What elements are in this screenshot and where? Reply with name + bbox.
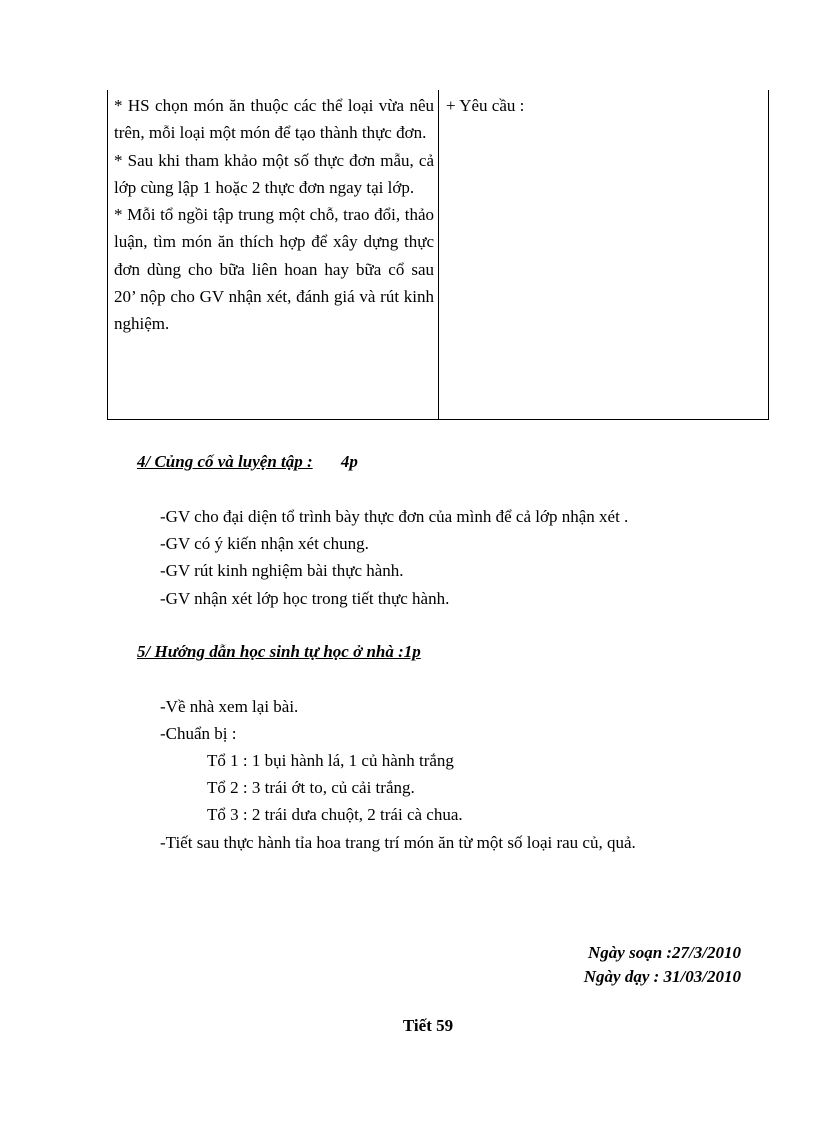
table-column-divider <box>438 90 439 419</box>
section4-item: -GV nhận xét lớp học trong tiết thực hành. <box>160 589 450 608</box>
activity-table <box>107 90 769 420</box>
section5-item: -Về nhà xem lại bài. <box>160 697 299 716</box>
lesson-title: Tiết 59 <box>402 1016 454 1035</box>
section5-title: 5/ Hướng dẫn học sinh tự học ở nhà :1p <box>137 642 421 661</box>
section4-title: 4/ Củng cố và luyện tập : <box>137 452 313 471</box>
section4-item: -GV rút kinh nghiệm bài thực hành. <box>160 561 404 580</box>
section5-group: Tổ 1 : 1 bụi hành lá, 1 củ hành trắng <box>207 751 454 770</box>
section4-item: -GV có ý kiến nhận xét chung. <box>160 534 369 553</box>
section4-time: 4p <box>340 452 358 471</box>
table-left-paragraph: * Sau khi tham khảo một số thực đơn mẫu, cả lớp cùng lập 1 hoặc 2 thực đơn ngay tại lớp. <box>114 150 434 197</box>
prep-date: Ngày soạn :27/3/2010 <box>588 943 741 962</box>
table-left-paragraph: * Mỗi tổ ngồi tập trung một chỗ, trao đổi, thảo luận, tìm món ăn thích hợp để xây dựng thực đơn dùng cho bữa liên hoan hay bữa cổ sau 20’ nộp cho GV nhận xét, đánh giá và rút kinh nghiệm. <box>114 205 434 334</box>
table-left-paragraph: * HS chọn món ăn thuộc các thể loại vừa nêu trên, mỗi loại một món để tạo thành thực đơn. <box>114 96 434 143</box>
section5-item: -Tiết sau thực hành tỉa hoa trang trí món ăn từ một số loại rau củ, quả. <box>160 833 636 852</box>
table-right-cell: + Yêu cầu : <box>446 96 525 115</box>
section5-group: Tổ 3 : 2 trái dưa chuột, 2 trái cà chua. <box>207 805 463 824</box>
table-left-cell <box>114 92 434 338</box>
section4-item: -GV cho đại diện tổ trình bày thực đơn của mình để cả lớp nhận xét . <box>160 507 629 526</box>
section5-heading <box>137 642 421 662</box>
section4-heading <box>137 452 358 472</box>
teach-date: Ngày dạy : 31/03/2010 <box>583 967 741 986</box>
section5-group: Tổ 2 : 3 trái ớt to, củ cải trắng. <box>207 778 415 797</box>
section5-item: -Chuẩn bị : <box>160 724 237 743</box>
